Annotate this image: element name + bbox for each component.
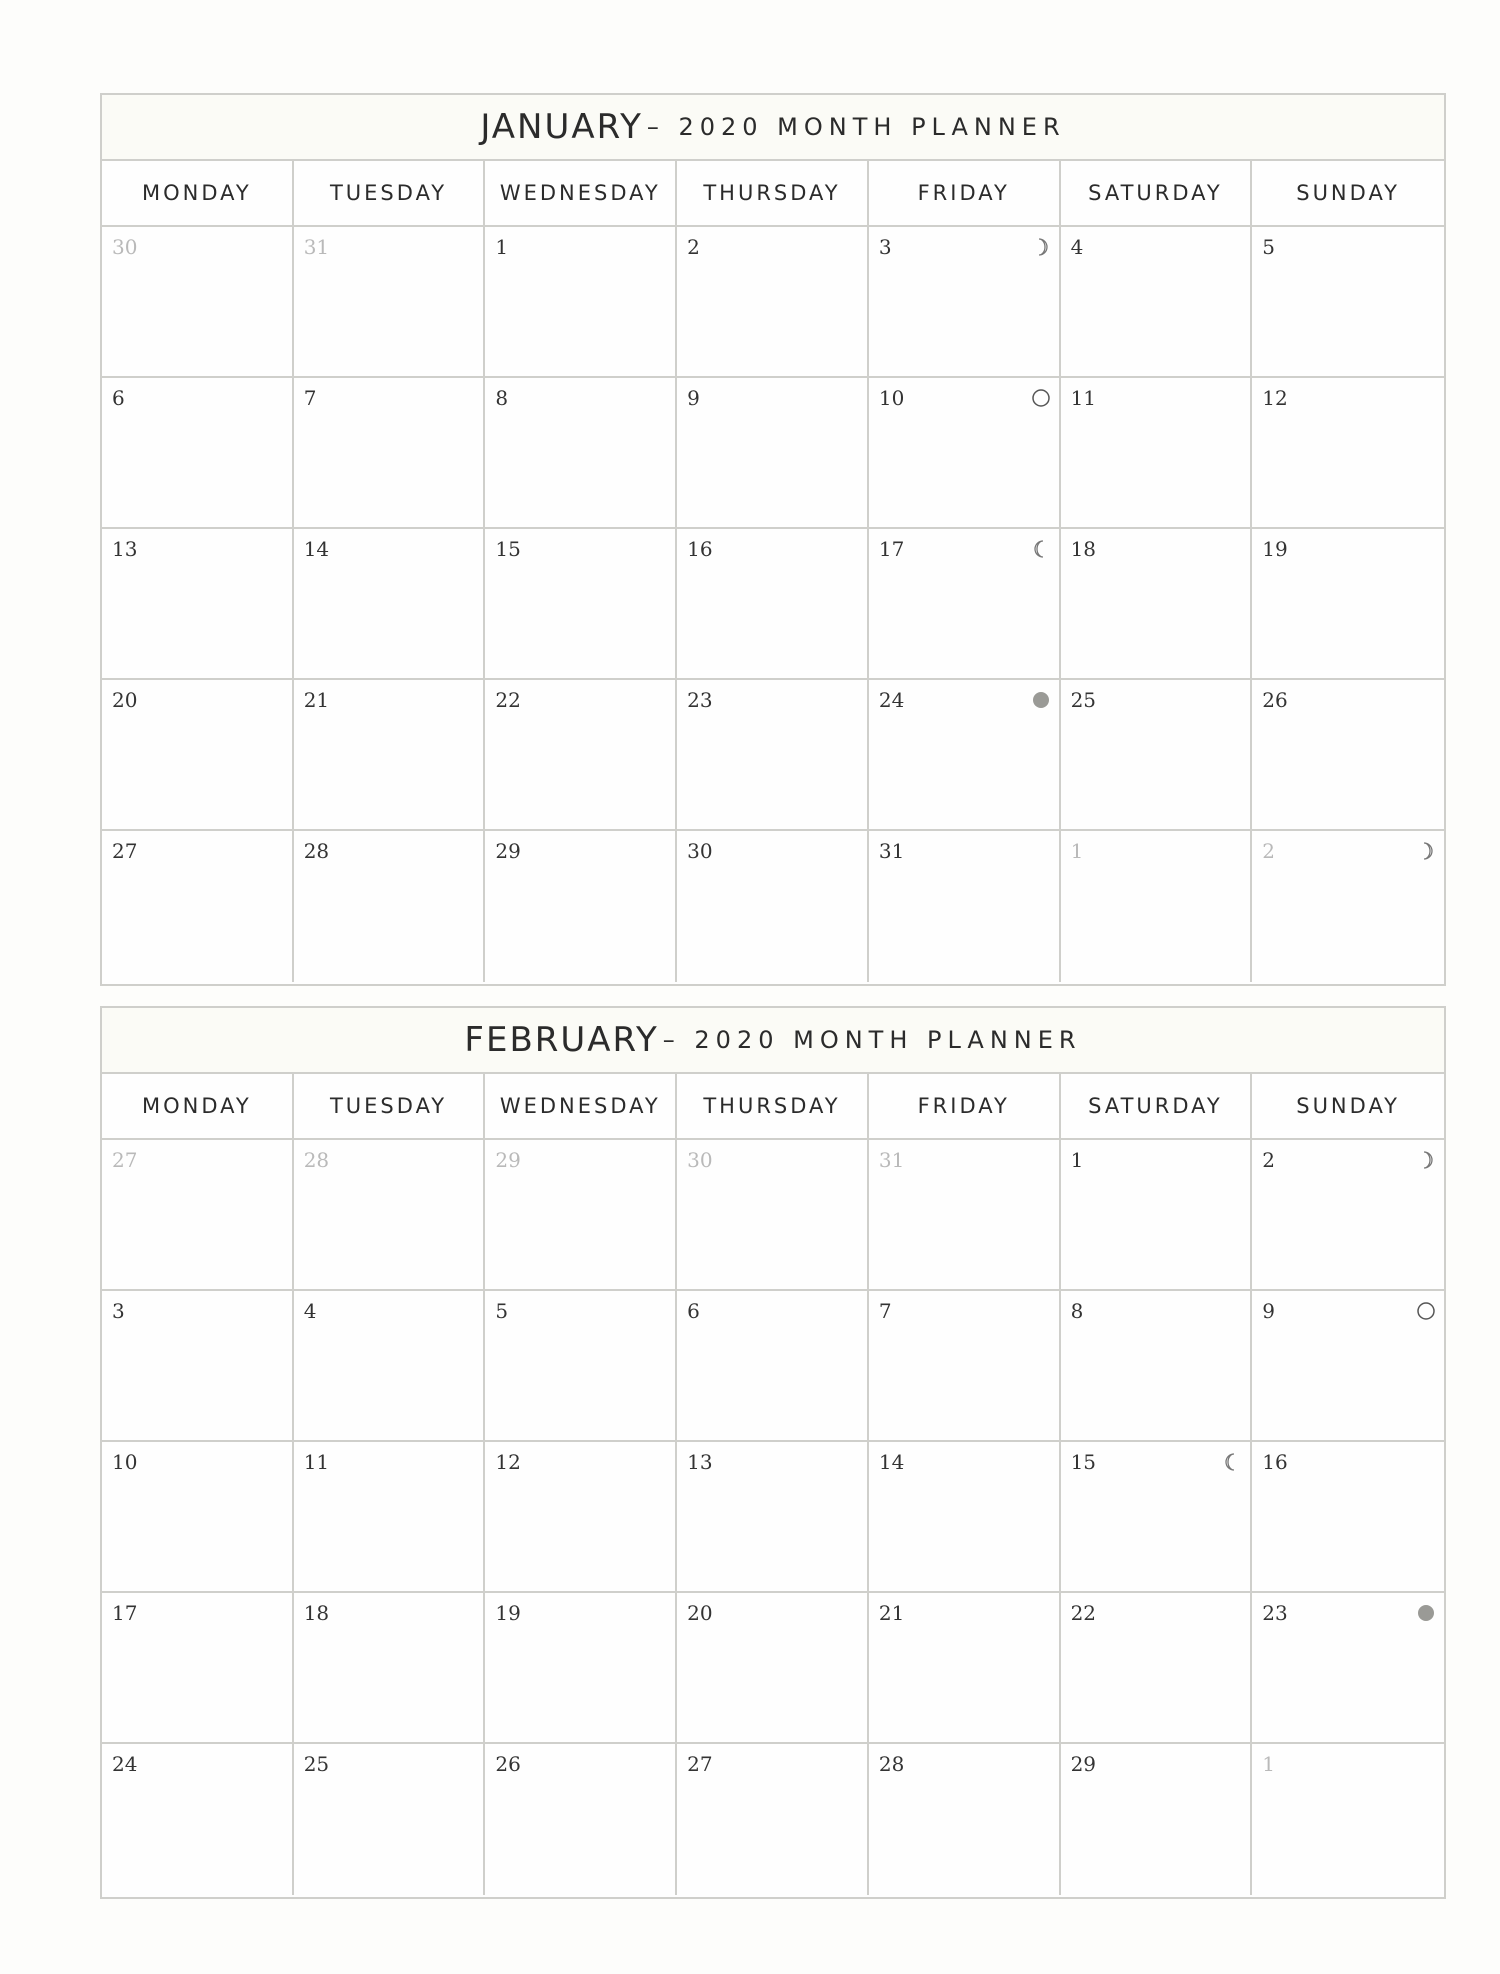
day-number: 11 (1070, 386, 1097, 410)
day-number: 9 (1262, 1299, 1276, 1323)
day-number: 1 (1070, 839, 1084, 863)
day-number: 20 (687, 1601, 713, 1625)
day-number: 6 (687, 1299, 700, 1323)
day-number: 28 (303, 1148, 330, 1172)
day-number: 12 (495, 1450, 521, 1474)
planner-subtitle: – 2020 MONTH PLANNER (662, 1026, 1082, 1054)
day-number: 26 (1262, 688, 1288, 712)
day-cell[interactable] (294, 1593, 486, 1744)
first-quarter-moon-icon (1416, 841, 1436, 861)
day-number: 18 (303, 1601, 330, 1625)
day-number: 9 (687, 386, 700, 410)
day-number: 13 (687, 1450, 713, 1474)
day-number: 14 (303, 537, 330, 561)
day-number: 4 (1070, 235, 1084, 259)
day-cell[interactable] (677, 680, 869, 831)
day-cell[interactable] (1061, 1593, 1253, 1744)
day-grid (102, 1140, 1444, 1895)
day-cell[interactable] (102, 529, 294, 680)
day-number: 8 (1070, 1299, 1084, 1323)
day-cell[interactable] (677, 1291, 869, 1442)
day-number: 7 (878, 1299, 892, 1323)
day-cell[interactable] (485, 1442, 677, 1593)
day-cell[interactable] (1252, 1291, 1444, 1442)
day-cell[interactable] (294, 1744, 486, 1895)
day-cell[interactable] (677, 1140, 869, 1291)
weekday-label: TUESDAY (294, 1074, 486, 1138)
day-cell[interactable] (1061, 529, 1253, 680)
day-number: 28 (303, 839, 330, 863)
day-cell[interactable] (102, 680, 294, 831)
day-cell[interactable] (485, 1291, 677, 1442)
day-cell[interactable] (869, 378, 1061, 529)
day-cell[interactable] (1252, 1744, 1444, 1895)
weekday-header-row (102, 1074, 1444, 1140)
day-number: 20 (112, 688, 138, 712)
day-number: 1 (1262, 1752, 1276, 1776)
day-cell[interactable] (102, 227, 294, 378)
day-cell[interactable] (1061, 680, 1253, 831)
day-number: 21 (878, 1601, 905, 1625)
day-number: 31 (878, 1148, 905, 1172)
day-number: 21 (303, 688, 330, 712)
full-moon-icon (1031, 388, 1051, 408)
day-cell[interactable] (1061, 1140, 1253, 1291)
day-number: 30 (112, 235, 138, 259)
day-number: 14 (878, 1450, 905, 1474)
day-number: 25 (1070, 688, 1097, 712)
day-cell[interactable] (485, 1593, 677, 1744)
day-cell[interactable] (294, 529, 486, 680)
day-number: 10 (112, 1450, 138, 1474)
first-quarter-moon-icon (1031, 237, 1051, 257)
day-number: 23 (687, 688, 713, 712)
day-number: 1 (1070, 1148, 1084, 1172)
weekday-label: WEDNESDAY (485, 161, 677, 225)
weekday-label: SATURDAY (1061, 161, 1253, 225)
day-cell[interactable] (869, 1744, 1061, 1895)
day-number: 27 (112, 839, 138, 863)
day-cell[interactable] (869, 831, 1061, 982)
day-cell[interactable] (294, 1291, 486, 1442)
day-cell[interactable] (294, 831, 486, 982)
day-cell[interactable] (1252, 680, 1444, 831)
day-cell[interactable] (294, 1442, 486, 1593)
day-cell[interactable] (1061, 831, 1253, 982)
weekday-label: THURSDAY (677, 1074, 869, 1138)
weekday-label: FRIDAY (869, 161, 1061, 225)
day-cell[interactable] (294, 227, 486, 378)
day-number: 24 (878, 688, 905, 712)
day-number: 3 (112, 1299, 125, 1323)
weekday-header-row (102, 161, 1444, 227)
day-cell[interactable] (869, 529, 1061, 680)
day-number: 2 (687, 235, 700, 259)
day-cell[interactable] (869, 680, 1061, 831)
day-cell[interactable] (485, 680, 677, 831)
day-cell[interactable] (485, 529, 677, 680)
day-number: 27 (687, 1752, 713, 1776)
day-number: 7 (303, 386, 317, 410)
day-number: 12 (1262, 386, 1288, 410)
day-cell[interactable] (1252, 1140, 1444, 1291)
day-number: 2 (1262, 1148, 1276, 1172)
day-number: 29 (495, 839, 521, 863)
day-number: 18 (1070, 537, 1097, 561)
day-number: 28 (878, 1752, 905, 1776)
day-number: 17 (112, 1601, 138, 1625)
weekday-label: TUESDAY (294, 161, 486, 225)
day-cell[interactable] (1061, 227, 1253, 378)
day-cell[interactable] (1061, 378, 1253, 529)
february-calendar (100, 1006, 1446, 1899)
day-number: 30 (687, 1148, 713, 1172)
day-cell[interactable] (1061, 1291, 1253, 1442)
day-cell[interactable] (677, 227, 869, 378)
last-quarter-moon-icon (1031, 539, 1051, 559)
day-number: 11 (303, 1450, 330, 1474)
weekday-label: SUNDAY (1296, 181, 1401, 205)
day-number: 22 (1070, 1601, 1097, 1625)
day-number: 13 (112, 537, 138, 561)
day-cell[interactable] (1252, 831, 1444, 982)
day-number: 3 (878, 235, 892, 259)
january-calendar (100, 93, 1446, 986)
first-quarter-moon-icon (1416, 1150, 1436, 1170)
day-cell[interactable] (869, 1593, 1061, 1744)
day-number: 31 (878, 839, 905, 863)
day-cell[interactable] (677, 831, 869, 982)
day-number: 27 (112, 1148, 138, 1172)
day-cell[interactable] (102, 831, 294, 982)
day-number: 25 (303, 1752, 330, 1776)
day-cell[interactable] (102, 1593, 294, 1744)
day-number: 16 (687, 537, 713, 561)
day-number: 15 (495, 537, 521, 561)
day-cell[interactable] (1252, 1593, 1444, 1744)
day-cell[interactable] (677, 1593, 869, 1744)
day-cell[interactable] (1252, 227, 1444, 378)
day-cell[interactable] (1252, 378, 1444, 529)
month-title: JANUARY (480, 107, 643, 147)
weekday-label: MONDAY (102, 1074, 294, 1138)
day-cell[interactable] (677, 378, 869, 529)
day-number: 19 (1262, 537, 1288, 561)
weekday-label: SUNDAY (1296, 1094, 1401, 1118)
day-number: 22 (495, 688, 521, 712)
day-cell[interactable] (485, 1140, 677, 1291)
day-number: 4 (303, 1299, 317, 1323)
day-number: 2 (1262, 839, 1276, 863)
day-cell[interactable] (485, 831, 677, 982)
day-cell[interactable] (102, 1140, 294, 1291)
day-cell[interactable] (102, 1744, 294, 1895)
day-number: 10 (878, 386, 905, 410)
day-cell[interactable] (485, 378, 677, 529)
day-number: 5 (1262, 235, 1276, 259)
weekday-label: SATURDAY (1061, 1074, 1253, 1138)
day-cell[interactable] (1061, 1442, 1253, 1593)
day-number: 29 (1070, 1752, 1097, 1776)
day-number: 5 (495, 1299, 509, 1323)
day-cell[interactable] (485, 227, 677, 378)
day-cell[interactable] (294, 378, 486, 529)
day-number: 19 (495, 1601, 521, 1625)
weekday-label: FRIDAY (869, 1074, 1061, 1138)
day-cell[interactable] (102, 378, 294, 529)
day-number: 17 (878, 537, 905, 561)
day-cell[interactable] (677, 1744, 869, 1895)
planner-subtitle: – 2020 MONTH PLANNER (646, 113, 1066, 141)
day-number: 24 (112, 1752, 138, 1776)
calendar-header (102, 1008, 1444, 1074)
day-cell[interactable] (869, 1140, 1061, 1291)
day-cell[interactable] (485, 1744, 677, 1895)
day-cell[interactable] (1252, 529, 1444, 680)
calendar-header (102, 95, 1444, 161)
day-cell[interactable] (102, 1442, 294, 1593)
day-cell[interactable] (677, 1442, 869, 1593)
day-cell[interactable] (102, 1291, 294, 1442)
full-moon-icon (1416, 1301, 1436, 1321)
day-number: 16 (1262, 1450, 1288, 1474)
day-number: 31 (303, 235, 330, 259)
weekday-label: WEDNESDAY (485, 1074, 677, 1138)
day-cell[interactable] (677, 529, 869, 680)
month-title: FEBRUARY (464, 1020, 659, 1060)
day-number: 30 (687, 839, 713, 863)
new-moon-icon (1031, 690, 1051, 710)
day-number: 15 (1070, 1450, 1097, 1474)
new-moon-icon (1416, 1603, 1436, 1623)
day-number: 8 (495, 386, 509, 410)
day-number: 23 (1262, 1601, 1288, 1625)
weekday-label: MONDAY (102, 161, 294, 225)
day-cell[interactable] (869, 1291, 1061, 1442)
last-quarter-moon-icon (1222, 1452, 1242, 1472)
day-cell[interactable] (294, 1140, 486, 1291)
day-cell[interactable] (869, 227, 1061, 378)
day-cell[interactable] (1252, 1442, 1444, 1593)
day-number: 26 (495, 1752, 521, 1776)
day-number: 1 (495, 235, 509, 259)
day-cell[interactable] (1061, 1744, 1253, 1895)
day-grid (102, 227, 1444, 982)
weekday-label: THURSDAY (677, 161, 869, 225)
day-cell[interactable] (294, 680, 486, 831)
day-number: 29 (495, 1148, 521, 1172)
day-cell[interactable] (869, 1442, 1061, 1593)
day-number: 6 (112, 386, 125, 410)
